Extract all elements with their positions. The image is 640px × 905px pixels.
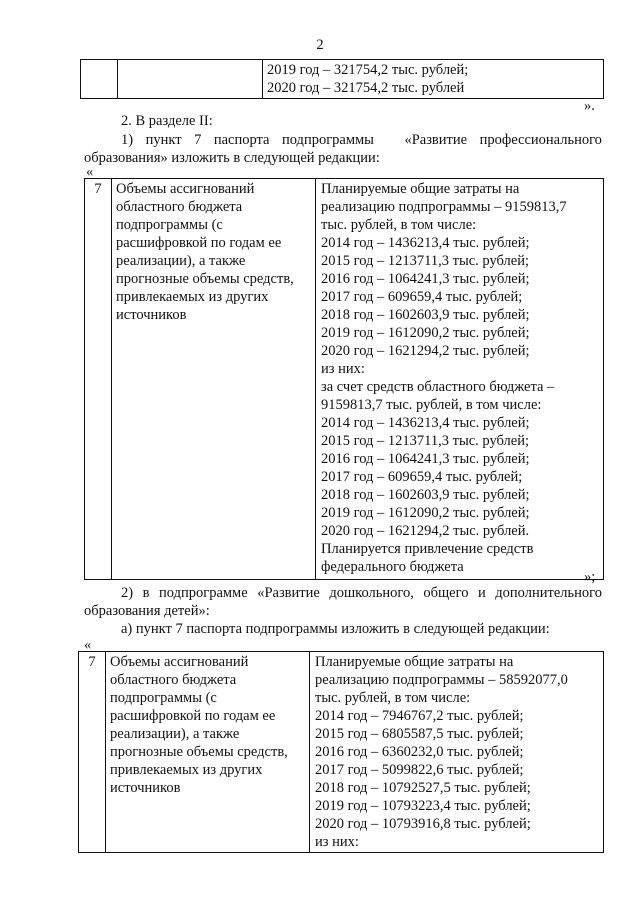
text-line: 2020 год – 10793916,8 тыс. рублей;	[315, 816, 531, 832]
text-line: Планируемые общие затраты на	[321, 181, 520, 197]
funding-amounts	[316, 179, 604, 580]
funding-description	[106, 652, 310, 853]
word: подпрограмме	[159, 585, 248, 601]
top-table-col-name	[118, 60, 263, 99]
text-line: Объемы ассигнований	[116, 181, 255, 197]
text-line: 2020 год – 1621294,2 тыс. рублей;	[321, 343, 530, 359]
text-line: прогнозные объемы средств,	[110, 744, 288, 760]
text-line: из них:	[315, 834, 359, 850]
page-number: 2	[316, 37, 324, 53]
text-line: федерального бюджета	[321, 559, 464, 575]
text-line: подпрограммы (с	[110, 690, 217, 706]
text-line: подпрограммы (с	[116, 217, 223, 233]
word: 1)	[121, 132, 134, 148]
text-line: прогнозные объемы средств,	[116, 271, 294, 287]
word: и	[477, 585, 486, 601]
funding-amounts	[310, 652, 604, 853]
text-line: 2015 год – 1213711,3 тыс. рублей;	[321, 433, 529, 449]
word: профессионального	[479, 132, 602, 148]
item-2a: а) пункт 7 паспорта подпрограммы изложить в следующей редакции:	[121, 621, 550, 637]
word: подпрограммы	[281, 132, 374, 148]
text-line: Объемы ассигнований	[110, 654, 249, 670]
text-line: 2019 год – 1612090,2 тыс. рублей;	[321, 325, 530, 341]
item-2-line-1	[121, 584, 602, 602]
text-line: 2016 год – 1064241,3 тыс. рублей;	[321, 451, 530, 467]
word: дополнительного	[495, 585, 602, 601]
word: «Развитие	[404, 132, 468, 148]
text-line: 2017 год – 609659,4 тыс. рублей;	[321, 469, 523, 485]
text-line: Планируется привлечение средств	[321, 541, 534, 557]
text-line: расшифровкой по годам ее	[110, 708, 276, 724]
text-line: 2018 год – 1602603,9 тыс. рублей;	[321, 307, 530, 323]
word: паспорта	[213, 132, 270, 148]
word: пункт	[145, 132, 182, 148]
item-1-line-2: образования» изложить в следующей редакции:	[84, 150, 380, 166]
text-line: реализации), а также	[110, 726, 240, 742]
text-line: тыс. рублей, в том числе:	[321, 217, 477, 233]
word: в	[142, 585, 150, 601]
text-line: 2015 год – 6805587,5 тыс. рублей;	[315, 726, 524, 742]
text-line: реализацию подпрограммы – 9159813,7	[321, 199, 567, 215]
text-line: 2014 год – 1436213,4 тыс. рублей;	[321, 415, 530, 431]
text-line: тыс. рублей, в том числе:	[315, 690, 471, 706]
closing-quote: ».	[584, 98, 595, 114]
text-line: 2017 год – 609659,4 тыс. рублей;	[321, 289, 523, 305]
word: «Развитие	[257, 585, 320, 601]
text-line: областного бюджета	[110, 672, 237, 688]
text-line: расшифровкой по годам ее	[116, 235, 282, 251]
opening-quote: «	[84, 637, 92, 653]
text-line: 2014 год – 7946767,2 тыс. рублей;	[315, 708, 524, 724]
text-line: 2019 год – 1612090,2 тыс. рублей;	[321, 505, 530, 521]
funding-table-1	[84, 178, 604, 580]
row-number: 7	[79, 652, 106, 853]
text-line: Планируемые общие затраты на	[315, 654, 514, 670]
text-line: 2015 год – 1213711,3 тыс. рублей;	[321, 253, 529, 269]
text-line: источников	[110, 780, 181, 796]
top-table-line: 2019 год – 321754,2 тыс. рублей;	[267, 62, 469, 78]
word: 7	[194, 132, 202, 148]
text-line: 2016 год – 1064241,3 тыс. рублей;	[321, 271, 530, 287]
text-line: 2017 год – 5099822,6 тыс. рублей;	[315, 762, 524, 778]
text-line: из них:	[321, 361, 365, 377]
closing-quote: »;	[584, 569, 596, 585]
word: дошкольного,	[329, 585, 414, 601]
item-1-line-1	[121, 131, 602, 149]
word: общего	[423, 585, 469, 601]
text-line: привлекаемых из других	[110, 762, 263, 778]
text-line: 2014 год – 1436213,4 тыс. рублей;	[321, 235, 530, 251]
text-line: 2016 год – 6360232,0 тыс. рублей;	[315, 744, 524, 760]
item-2-line-2: образования детей»:	[84, 603, 210, 619]
top-continuation-table	[80, 59, 604, 99]
row-number: 7	[85, 179, 112, 580]
word: 2)	[121, 585, 134, 601]
text-line: 2020 год – 1621294,2 тыс. рублей.	[321, 523, 530, 539]
section-heading: 2. В разделе II:	[121, 113, 213, 129]
text-line: реализацию подпрограммы – 58592077,0	[315, 672, 568, 688]
text-line: 9159813,7 тыс. рублей, в том числе:	[321, 397, 542, 413]
text-line: областного бюджета	[116, 199, 243, 215]
opening-quote: «	[86, 164, 94, 180]
funding-description	[112, 179, 316, 580]
text-line: привлекаемых из других	[116, 289, 269, 305]
text-line: 2018 год – 1602603,9 тыс. рублей;	[321, 487, 530, 503]
top-table-col-number	[81, 60, 118, 99]
funding-table-2	[78, 651, 604, 853]
text-line: реализации), а также	[116, 253, 246, 269]
top-table-col-value	[263, 60, 604, 99]
text-line: 2018 год – 10792527,5 тыс. рублей;	[315, 780, 531, 796]
text-line: источников	[116, 307, 187, 323]
text-line: за счет средств областного бюджета –	[321, 379, 555, 395]
top-table-line: 2020 год – 321754,2 тыс. рублей	[267, 80, 465, 96]
text-line: 2019 год – 10793223,4 тыс. рублей;	[315, 798, 531, 814]
